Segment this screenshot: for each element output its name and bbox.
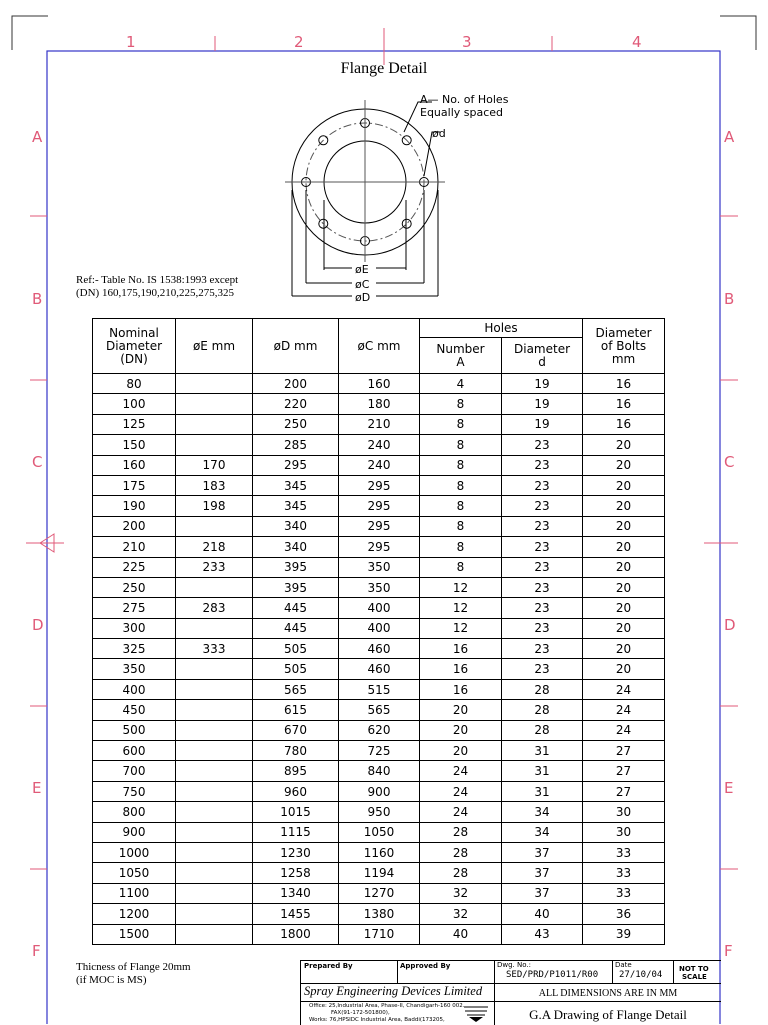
cell-c: 1160: [339, 842, 420, 862]
cell-hole-diameter: 23: [502, 455, 583, 475]
address-office: Office: 25,Industrial Area, Phase-II, Chandigarh-160 002.: [309, 1003, 465, 1009]
company-logo-icon: [463, 1005, 489, 1023]
cell-hole-diameter: 43: [502, 924, 583, 944]
cell-c: 1270: [339, 883, 420, 903]
cell-hole-number: 16: [420, 659, 502, 679]
cell-dn: 150: [93, 435, 176, 455]
cell-dn: 600: [93, 741, 176, 761]
cell-hole-number: 24: [420, 761, 502, 781]
scale-line-1: NOT TO: [679, 965, 709, 973]
thickness-note: [76, 961, 191, 987]
cell-d: 395: [253, 577, 339, 597]
table-row: [93, 374, 665, 394]
table-row: [93, 720, 665, 740]
cell-dn: 250: [93, 577, 176, 597]
cell-bolt-diameter: 20: [583, 496, 665, 516]
cell-c: 180: [339, 394, 420, 414]
cell-c: 160: [339, 374, 420, 394]
cell-hole-number: 8: [420, 516, 502, 536]
cell-bolt-diameter: 39: [583, 924, 665, 944]
dwg-no-value: SED/PRD/P1011/R00: [506, 970, 599, 980]
address-fax: FAX(91-172-501800),: [331, 1010, 390, 1016]
cell-e: [176, 700, 253, 720]
table-row: [93, 700, 665, 720]
cell-c: 1380: [339, 904, 420, 924]
cell-e: [176, 394, 253, 414]
cell-d: 1340: [253, 883, 339, 903]
zone-row-d-right: D: [724, 616, 736, 634]
cell-c: 295: [339, 537, 420, 557]
cell-dn: 1050: [93, 863, 176, 883]
cell-d: 1015: [253, 802, 339, 822]
cell-dn: 1100: [93, 883, 176, 903]
cell-e: [176, 516, 253, 536]
cell-hole-number: 28: [420, 822, 502, 842]
zone-col-3: 3: [462, 33, 472, 51]
cell-hole-number: 12: [420, 598, 502, 618]
zone-row-a-left: A: [32, 128, 43, 146]
cell-c: 460: [339, 639, 420, 659]
zone-row-c-left: C: [32, 453, 43, 471]
cell-dn: 450: [93, 700, 176, 720]
table-row: [93, 781, 665, 801]
cell-hole-diameter: 37: [502, 863, 583, 883]
cell-e: 183: [176, 475, 253, 495]
cell-hole-diameter: 23: [502, 659, 583, 679]
cell-hole-diameter: 34: [502, 802, 583, 822]
cell-d: 340: [253, 537, 339, 557]
cell-bolt-diameter: 33: [583, 842, 665, 862]
header-d: øD mm: [253, 319, 339, 374]
table-row: [93, 904, 665, 924]
cell-hole-number: 8: [420, 394, 502, 414]
cell-hole-number: 8: [420, 455, 502, 475]
cell-e: 333: [176, 639, 253, 659]
cell-e: [176, 924, 253, 944]
cell-bolt-diameter: 27: [583, 741, 665, 761]
cell-dn: 125: [93, 414, 176, 434]
cell-bolt-diameter: 16: [583, 414, 665, 434]
cell-dn: 500: [93, 720, 176, 740]
bolt-hole: [319, 219, 328, 228]
bolt-hole: [402, 219, 411, 228]
cell-hole-number: 20: [420, 720, 502, 740]
zone-row-e-left: E: [32, 779, 42, 797]
cell-e: [176, 435, 253, 455]
zone-row-f-right: F: [724, 942, 733, 960]
flange-table-body: [93, 374, 665, 945]
cell-hole-number: 12: [420, 577, 502, 597]
cell-d: 200: [253, 374, 339, 394]
cell-hole-diameter: 23: [502, 598, 583, 618]
cell-d: 285: [253, 435, 339, 455]
cell-hole-diameter: 23: [502, 537, 583, 557]
cell-dn: 400: [93, 679, 176, 699]
cell-d: 505: [253, 659, 339, 679]
cell-dn: 190: [93, 496, 176, 516]
header-hole-diameter: Diameter d: [502, 338, 583, 374]
cell-hole-diameter: 23: [502, 618, 583, 638]
table-row: [93, 883, 665, 903]
zone-row-e-right: E: [724, 779, 734, 797]
cell-hole-diameter: 28: [502, 700, 583, 720]
address-works: Works: 76,HPSIDC Industrial Area, Baddi(173205,: [309, 1017, 445, 1023]
cell-hole-number: 4: [420, 374, 502, 394]
table-row: [93, 414, 665, 434]
cell-bolt-diameter: 20: [583, 598, 665, 618]
cell-dn: 300: [93, 618, 176, 638]
cell-d: 445: [253, 598, 339, 618]
cell-hole-number: 8: [420, 475, 502, 495]
cell-hole-diameter: 23: [502, 557, 583, 577]
cell-bolt-diameter: 30: [583, 822, 665, 842]
approved-by-label: Approved By: [400, 962, 451, 970]
cell-c: 1194: [339, 863, 420, 883]
cell-e: 170: [176, 455, 253, 475]
cell-hole-diameter: 40: [502, 904, 583, 924]
cell-e: 233: [176, 557, 253, 577]
cell-hole-number: 8: [420, 557, 502, 577]
table-row: [93, 679, 665, 699]
dwg-no-label: Dwg. No.:: [497, 961, 531, 969]
cell-dn: 1200: [93, 904, 176, 924]
cell-hole-number: 8: [420, 496, 502, 516]
cell-d: 1230: [253, 842, 339, 862]
cell-hole-diameter: 23: [502, 516, 583, 536]
cell-hole-number: 16: [420, 679, 502, 699]
table-row: [93, 822, 665, 842]
cell-e: [176, 883, 253, 903]
cell-c: 295: [339, 496, 420, 516]
hole-dia-label: ød: [432, 127, 446, 140]
cell-hole-number: 8: [420, 414, 502, 434]
cell-e: [176, 822, 253, 842]
cell-d: 670: [253, 720, 339, 740]
cell-d: 565: [253, 679, 339, 699]
zone-row-b-left: B: [32, 290, 43, 308]
cell-c: 1050: [339, 822, 420, 842]
table-row: [93, 475, 665, 495]
cell-bolt-diameter: 30: [583, 802, 665, 822]
cell-hole-number: 24: [420, 781, 502, 801]
header-c: øC mm: [339, 319, 420, 374]
thickness-line-1: Thicness of Flange 20mm: [76, 961, 191, 973]
reference-note: [76, 274, 238, 300]
table-row: [93, 394, 665, 414]
cell-e: [176, 414, 253, 434]
cell-hole-diameter: 23: [502, 475, 583, 495]
cell-c: 565: [339, 700, 420, 720]
dim-d-label: øD: [355, 291, 371, 304]
cell-hole-diameter: 34: [502, 822, 583, 842]
dimensions-note: ALL DIMENSIONS ARE IN MM: [538, 988, 678, 999]
table-row: [93, 496, 665, 516]
zone-row-a-right: A: [724, 128, 735, 146]
cell-c: 840: [339, 761, 420, 781]
cell-hole-diameter: 23: [502, 496, 583, 516]
prepared-by-label: Prepared By: [304, 962, 353, 970]
table-row: [93, 598, 665, 618]
cell-d: 395: [253, 557, 339, 577]
cell-hole-diameter: 31: [502, 741, 583, 761]
cell-hole-number: 28: [420, 863, 502, 883]
table-row: [93, 557, 665, 577]
cell-c: 240: [339, 455, 420, 475]
cell-hole-diameter: 23: [502, 639, 583, 659]
dim-c-label: øC: [355, 278, 370, 291]
cell-dn: 80: [93, 374, 176, 394]
zone-col-4: 4: [632, 33, 642, 51]
cell-hole-diameter: 19: [502, 414, 583, 434]
cell-bolt-diameter: 20: [583, 455, 665, 475]
cell-e: [176, 374, 253, 394]
cell-c: 950: [339, 802, 420, 822]
cell-d: 340: [253, 516, 339, 536]
cell-dn: 700: [93, 761, 176, 781]
cell-hole-number: 8: [420, 537, 502, 557]
scale-line-2: SCALE: [682, 973, 707, 981]
cell-bolt-diameter: 20: [583, 537, 665, 557]
title-block: [300, 960, 721, 1025]
cell-hole-diameter: 37: [502, 883, 583, 903]
cell-dn: 900: [93, 822, 176, 842]
cell-dn: 275: [93, 598, 176, 618]
cell-c: 1710: [339, 924, 420, 944]
cell-bolt-diameter: 20: [583, 577, 665, 597]
cell-dn: 200: [93, 516, 176, 536]
cell-dn: 750: [93, 781, 176, 801]
cell-d: 505: [253, 639, 339, 659]
header-e: øE mm: [176, 319, 253, 374]
cell-e: [176, 679, 253, 699]
cell-hole-number: 16: [420, 639, 502, 659]
cell-hole-number: 28: [420, 842, 502, 862]
cell-bolt-diameter: 33: [583, 883, 665, 903]
table-row: [93, 618, 665, 638]
table-row: [93, 455, 665, 475]
cell-c: 400: [339, 598, 420, 618]
holes-label-1: A— No. of Holes: [420, 93, 509, 106]
table-row: [93, 924, 665, 944]
cell-hole-diameter: 31: [502, 761, 583, 781]
cell-hole-diameter: 23: [502, 435, 583, 455]
cell-hole-diameter: 28: [502, 720, 583, 740]
cell-e: [176, 904, 253, 924]
cell-c: 350: [339, 577, 420, 597]
header-holes: Holes: [420, 319, 583, 338]
cell-bolt-diameter: 20: [583, 516, 665, 536]
zone-row-f-left: F: [32, 942, 41, 960]
cell-c: 460: [339, 659, 420, 679]
table-row: [93, 639, 665, 659]
company-name: Spray Engineering Devices Limited: [304, 984, 483, 998]
cell-c: 515: [339, 679, 420, 699]
cell-bolt-diameter: 20: [583, 475, 665, 495]
cell-hole-number: 8: [420, 435, 502, 455]
cell-bolt-diameter: 20: [583, 659, 665, 679]
cell-d: 1258: [253, 863, 339, 883]
cell-hole-number: 24: [420, 802, 502, 822]
cell-bolt-diameter: 16: [583, 394, 665, 414]
cell-d: 615: [253, 700, 339, 720]
cell-e: [176, 802, 253, 822]
cell-c: 620: [339, 720, 420, 740]
cell-d: 780: [253, 741, 339, 761]
cell-e: [176, 577, 253, 597]
cell-hole-number: 40: [420, 924, 502, 944]
cell-e: [176, 720, 253, 740]
table-row: [93, 863, 665, 883]
cell-bolt-diameter: 20: [583, 557, 665, 577]
cell-dn: 175: [93, 475, 176, 495]
zone-col-2: 2: [294, 33, 304, 51]
cell-bolt-diameter: 20: [583, 639, 665, 659]
dim-e-label: øE: [355, 263, 369, 276]
cell-bolt-diameter: 24: [583, 679, 665, 699]
cell-e: [176, 761, 253, 781]
header-nominal-diameter: Nominal Diameter (DN): [93, 319, 176, 374]
cell-e: 218: [176, 537, 253, 557]
header-bolt-diameter: Diameter of Bolts mm: [583, 319, 665, 374]
cell-d: 295: [253, 455, 339, 475]
cell-c: 350: [339, 557, 420, 577]
cell-dn: 325: [93, 639, 176, 659]
date-value: 27/10/04: [619, 970, 663, 980]
cell-e: [176, 842, 253, 862]
cell-c: 210: [339, 414, 420, 434]
cell-d: 960: [253, 781, 339, 801]
cell-e: [176, 659, 253, 679]
cell-d: 1115: [253, 822, 339, 842]
reference-line-1: Ref:- Table No. IS 1538:1993 except: [76, 274, 239, 286]
cell-e: [176, 781, 253, 801]
crop-mark-top-left: [12, 16, 48, 50]
table-row: [93, 537, 665, 557]
flange-table: [92, 318, 665, 945]
cell-d: 220: [253, 394, 339, 414]
cell-hole-diameter: 19: [502, 394, 583, 414]
cell-d: 250: [253, 414, 339, 434]
cell-c: 900: [339, 781, 420, 801]
table-row: [93, 659, 665, 679]
cell-d: 345: [253, 475, 339, 495]
zone-row-b-right: B: [724, 290, 735, 308]
cell-dn: 225: [93, 557, 176, 577]
cell-bolt-diameter: 27: [583, 781, 665, 801]
cell-c: 295: [339, 516, 420, 536]
cell-dn: 350: [93, 659, 176, 679]
cell-e: [176, 863, 253, 883]
cell-bolt-diameter: 36: [583, 904, 665, 924]
cell-e: [176, 741, 253, 761]
cell-d: 1800: [253, 924, 339, 944]
cell-dn: 210: [93, 537, 176, 557]
zone-col-1: 1: [126, 33, 136, 51]
cell-c: 295: [339, 475, 420, 495]
cell-bolt-diameter: 16: [583, 374, 665, 394]
cell-hole-diameter: 37: [502, 842, 583, 862]
cell-d: 445: [253, 618, 339, 638]
cell-hole-diameter: 19: [502, 374, 583, 394]
cell-hole-number: 20: [420, 700, 502, 720]
table-row: [93, 516, 665, 536]
zone-row-d-left: D: [32, 616, 44, 634]
header-hole-number: Number A: [420, 338, 502, 374]
cell-dn: 800: [93, 802, 176, 822]
cell-dn: 1500: [93, 924, 176, 944]
cell-e: 283: [176, 598, 253, 618]
table-row: [93, 802, 665, 822]
table-row: [93, 741, 665, 761]
holes-label-2: Equally spaced: [420, 106, 504, 119]
cell-dn: 1000: [93, 842, 176, 862]
table-row: [93, 761, 665, 781]
cell-dn: 160: [93, 455, 176, 475]
cell-hole-diameter: 31: [502, 781, 583, 801]
cell-d: 895: [253, 761, 339, 781]
cell-e: [176, 618, 253, 638]
cell-bolt-diameter: 20: [583, 618, 665, 638]
thickness-line-2: (if MOC is MS): [76, 974, 147, 986]
cell-hole-number: 12: [420, 618, 502, 638]
cell-c: 400: [339, 618, 420, 638]
crop-mark-top-right: [720, 16, 756, 50]
cell-bolt-diameter: 33: [583, 863, 665, 883]
cell-d: 345: [253, 496, 339, 516]
zone-row-c-right: C: [724, 453, 735, 471]
cell-c: 240: [339, 435, 420, 455]
cell-hole-number: 32: [420, 904, 502, 924]
cell-e: 198: [176, 496, 253, 516]
page-title: Flange Detail: [340, 60, 428, 77]
cell-bolt-diameter: 24: [583, 720, 665, 740]
cell-hole-diameter: 28: [502, 679, 583, 699]
cell-hole-diameter: 23: [502, 577, 583, 597]
cell-hole-number: 20: [420, 741, 502, 761]
date-label: Date: [615, 961, 632, 969]
table-row: [93, 435, 665, 455]
cell-dn: 100: [93, 394, 176, 414]
cell-bolt-diameter: 27: [583, 761, 665, 781]
cell-d: 1455: [253, 904, 339, 924]
table-row: [93, 577, 665, 597]
cell-bolt-diameter: 24: [583, 700, 665, 720]
drawing-title: G.A Drawing of Flange Detail: [529, 1007, 687, 1022]
table-row: [93, 842, 665, 862]
cell-hole-number: 32: [420, 883, 502, 903]
cell-c: 725: [339, 741, 420, 761]
cell-bolt-diameter: 20: [583, 435, 665, 455]
reference-line-2: (DN) 160,175,190,210,225,275,325: [76, 287, 234, 299]
